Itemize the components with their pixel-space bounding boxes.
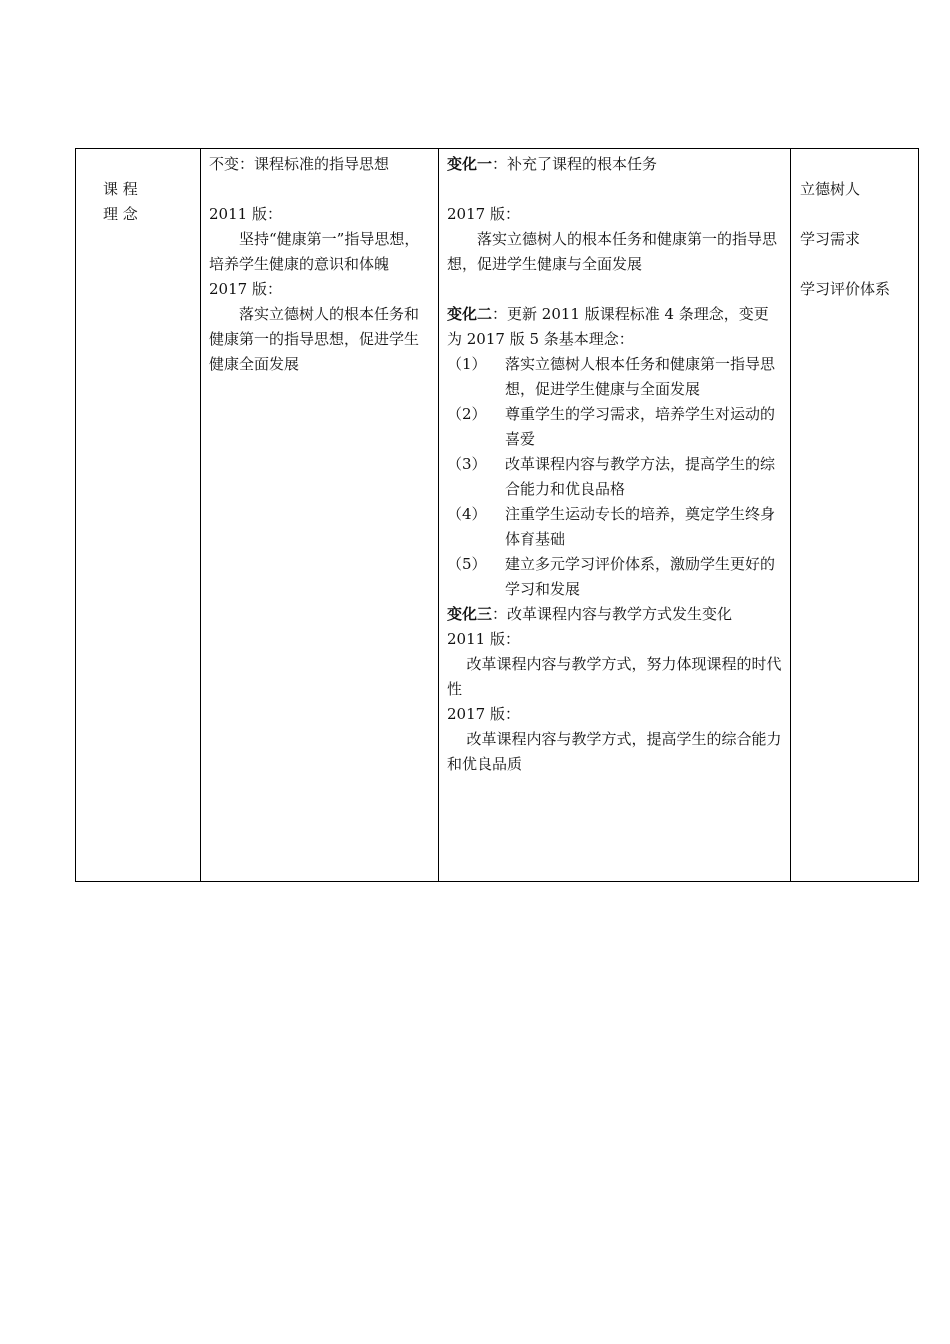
v2017-text: 落实立德树人的根本任务和健康第一的指导思想，促进学生健康全面发展 bbox=[209, 305, 420, 373]
keywords-cell bbox=[791, 149, 919, 882]
c3-2017-label: 2017 版： bbox=[447, 705, 520, 723]
list-item-text: 注重学生运动专长的培养，奠定学生终身体育基础 bbox=[505, 505, 776, 548]
category-cell bbox=[76, 149, 201, 882]
change1-text: 落实立德树人的根本任务和健康第一的指导思想，促进学生健康与全面发展 bbox=[447, 230, 778, 273]
list-item-number: （2） bbox=[447, 405, 487, 423]
list-item bbox=[447, 352, 782, 402]
keyword-1: 立德树人 bbox=[800, 180, 861, 198]
curriculum-comparison-table bbox=[75, 148, 919, 882]
list-item bbox=[447, 502, 782, 552]
list-item-number: （4） bbox=[447, 505, 487, 523]
list-item-number: （5） bbox=[447, 555, 487, 573]
change3-line bbox=[447, 602, 782, 627]
unchanged-heading: 不变：课程标准的指导思想 bbox=[209, 155, 390, 173]
change1-label: 2017 版： bbox=[447, 205, 520, 223]
change1-title: 变化一 bbox=[447, 155, 493, 173]
category-line-2: 理 念 bbox=[103, 205, 138, 223]
v2011-label: 2011 版： bbox=[209, 205, 282, 223]
c3-2017-text: 改革课程内容与教学方式，提高学生的综合能力和优良品质 bbox=[447, 730, 782, 773]
keyword-3: 学习评价体系 bbox=[800, 280, 891, 298]
list-item-text: 改革课程内容与教学方法，提高学生的综合能力和优良品格 bbox=[505, 455, 776, 498]
change2-desc: ：更新 2011 版课程标准 4 条理念，变更为 2017 版 5 条基本理念： bbox=[447, 305, 769, 348]
list-item-text: 落实立德树人根本任务和健康第一指导思想，促进学生健康与全面发展 bbox=[505, 355, 776, 398]
v2011-text: 坚持“健康第一”指导思想，培养学生健康的意识和体魄 bbox=[209, 230, 420, 273]
table-row bbox=[76, 149, 919, 882]
change1-line bbox=[447, 152, 782, 177]
list-item-text: 建立多元学习评价体系，激励学生更好的学习和发展 bbox=[505, 555, 776, 598]
change3-desc: ：改革课程内容与教学方式发生变化 bbox=[492, 605, 733, 623]
v2017-label: 2017 版： bbox=[209, 280, 282, 298]
list-item-text: 尊重学生的学习需求，培养学生对运动的喜爱 bbox=[505, 405, 776, 448]
c3-2011-text: 改革课程内容与教学方式，努力体现课程的时代性 bbox=[447, 655, 782, 698]
c3-2011-label: 2011 版： bbox=[447, 630, 520, 648]
list-item bbox=[447, 552, 782, 602]
change2-line bbox=[447, 302, 782, 352]
list-item-number: （1） bbox=[447, 355, 487, 373]
change2-title: 变化二 bbox=[447, 305, 493, 323]
change1-desc: ：补充了课程的根本任务 bbox=[492, 155, 658, 173]
list-item bbox=[447, 402, 782, 452]
unchanged-cell bbox=[201, 149, 439, 882]
category-line-1: 课 程 bbox=[103, 180, 138, 198]
list-item bbox=[447, 452, 782, 502]
changes-cell bbox=[439, 149, 791, 882]
change3-title: 变化三 bbox=[447, 605, 493, 623]
list-item-number: （3） bbox=[447, 455, 487, 473]
keyword-2: 学习需求 bbox=[800, 230, 861, 248]
